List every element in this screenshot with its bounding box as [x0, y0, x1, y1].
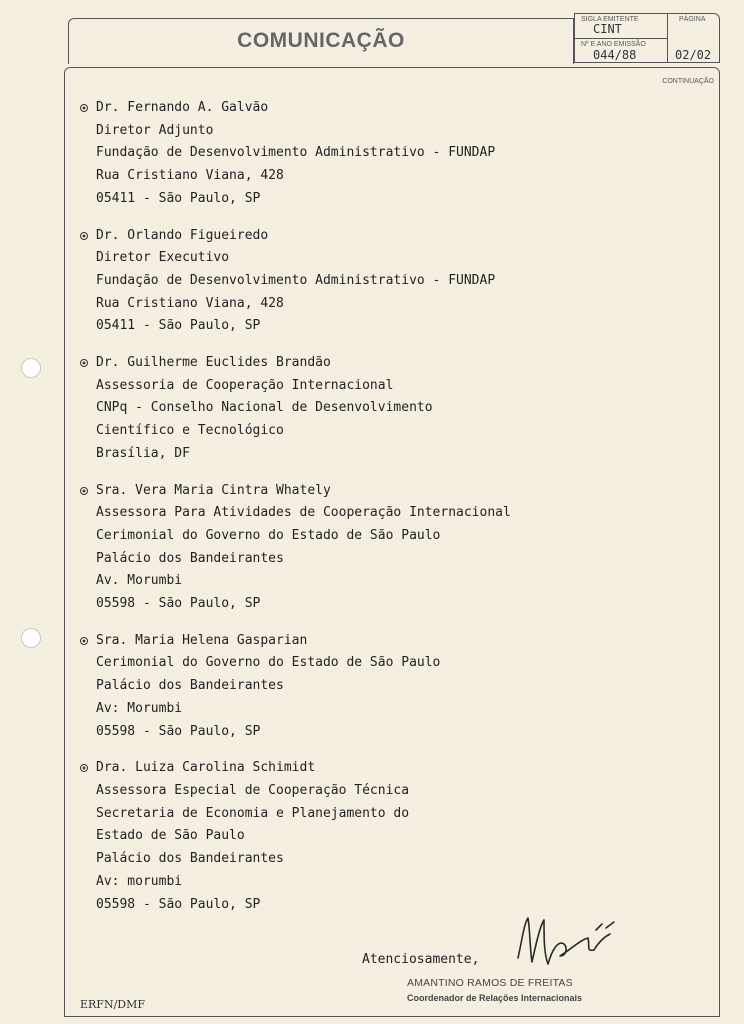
- signatory-name: AMANTINO RAMOS DE FREITAS: [407, 977, 573, 989]
- address-entry: [80, 630, 700, 744]
- document-title: COMUNICAÇÃO: [237, 29, 405, 52]
- sigla-label: SIGLA EMITENTE: [581, 16, 639, 23]
- sigla-value: CINT: [593, 22, 622, 36]
- entry-line: Palácio dos Bandeirantes: [96, 550, 284, 566]
- entry-line: 05411 - São Paulo, SP: [96, 190, 261, 206]
- punch-hole-bottom: [21, 628, 41, 648]
- entry-name: Dr. Fernando A. Galvão: [96, 100, 269, 115]
- entry-line: Av: Morumbi: [96, 700, 183, 716]
- entry-line: Av: morumbi: [96, 873, 183, 889]
- entry-line: 05598 - São Paulo, SP: [96, 723, 261, 739]
- entry-line: Palácio dos Bandeirantes: [96, 678, 284, 694]
- entry-line: Assessora Especial de Cooperação Técnica: [96, 782, 410, 798]
- address-entry: [80, 352, 700, 466]
- entry-line: Fundação de Desenvolvimento Administrativo - FUNDAP: [96, 272, 496, 288]
- address-entry: [80, 225, 700, 339]
- closing-text: Atenciosamente,: [362, 952, 480, 967]
- bullet-icon: [80, 637, 88, 645]
- entry-line: 05411 - São Paulo, SP: [96, 318, 261, 334]
- entry-line: Palácio dos Bandeirantes: [96, 851, 284, 867]
- continuacao-label: CONTINUAÇÃO: [662, 78, 714, 85]
- entry-name: Dra. Luiza Carolina Schimidt: [96, 760, 316, 776]
- numero-label: Nº E ANO EMISSÃO: [581, 41, 646, 48]
- bullet-icon: [80, 232, 88, 240]
- entry-line: Cerimonial do Governo do Estado de São Paulo: [96, 527, 441, 543]
- entry-name: Dr. Guilherme Euclides Brandão: [96, 355, 331, 371]
- document-meta-box: [574, 13, 720, 63]
- entry-line: Av. Morumbi: [96, 573, 183, 589]
- address-entry: [80, 480, 700, 616]
- entry-line: 05598 - São Paulo, SP: [96, 896, 261, 912]
- header-box: [68, 18, 574, 64]
- entry-name: Dr. Orlando Figueiredo: [96, 227, 269, 243]
- address-list: [80, 97, 700, 930]
- numero-value: 044/88: [593, 48, 637, 62]
- meta-divider: [575, 38, 667, 39]
- entry-line: Diretor Executivo: [96, 250, 230, 266]
- entry-line: Rua Cristiano Viana, 428: [96, 295, 284, 311]
- bullet-icon: [80, 487, 88, 495]
- handwritten-signature: [510, 910, 620, 972]
- address-entry: [80, 97, 700, 211]
- typist-initials: ERFN/DMF: [80, 998, 145, 1011]
- entry-line: Rua Cristiano Viana, 428: [96, 168, 284, 184]
- entry-line: Assessoria de Cooperação Internacional: [96, 377, 394, 393]
- entry-line: Diretor Adjunto: [96, 122, 214, 138]
- entry-line: Cerimonial do Governo do Estado de São Paulo: [96, 655, 441, 671]
- entry-line: Brasília, DF: [96, 445, 190, 461]
- entry-line: Fundação de Desenvolvimento Administrativo - FUNDAP: [96, 145, 496, 161]
- entry-line: 05598 - São Paulo, SP: [96, 596, 261, 612]
- entry-line: Assessora Para Atividades de Cooperação Internacional: [96, 505, 511, 521]
- signatory-role: Coordenador de Relações Internacionais: [407, 993, 583, 1003]
- entry-line: Secretaria de Economia e Planejamento do: [96, 805, 410, 821]
- entry-line: CNPq - Conselho Nacional de Desenvolvimento: [96, 400, 433, 416]
- pagina-value: 02/02: [675, 48, 712, 62]
- entry-line: Científico e Tecnológico: [96, 423, 284, 439]
- entry-name: Sra. Vera Maria Cintra Whately: [96, 482, 331, 498]
- entry-name: Sra. Maria Helena Gasparian: [96, 632, 308, 648]
- meta-divider: [667, 14, 668, 62]
- punch-hole-top: [21, 358, 41, 378]
- bullet-icon: [80, 359, 88, 367]
- pagina-label: PÁGINA: [679, 16, 706, 23]
- entry-line: Estado de São Paulo: [96, 828, 245, 844]
- bullet-icon: [80, 104, 88, 112]
- address-entry: [80, 757, 700, 916]
